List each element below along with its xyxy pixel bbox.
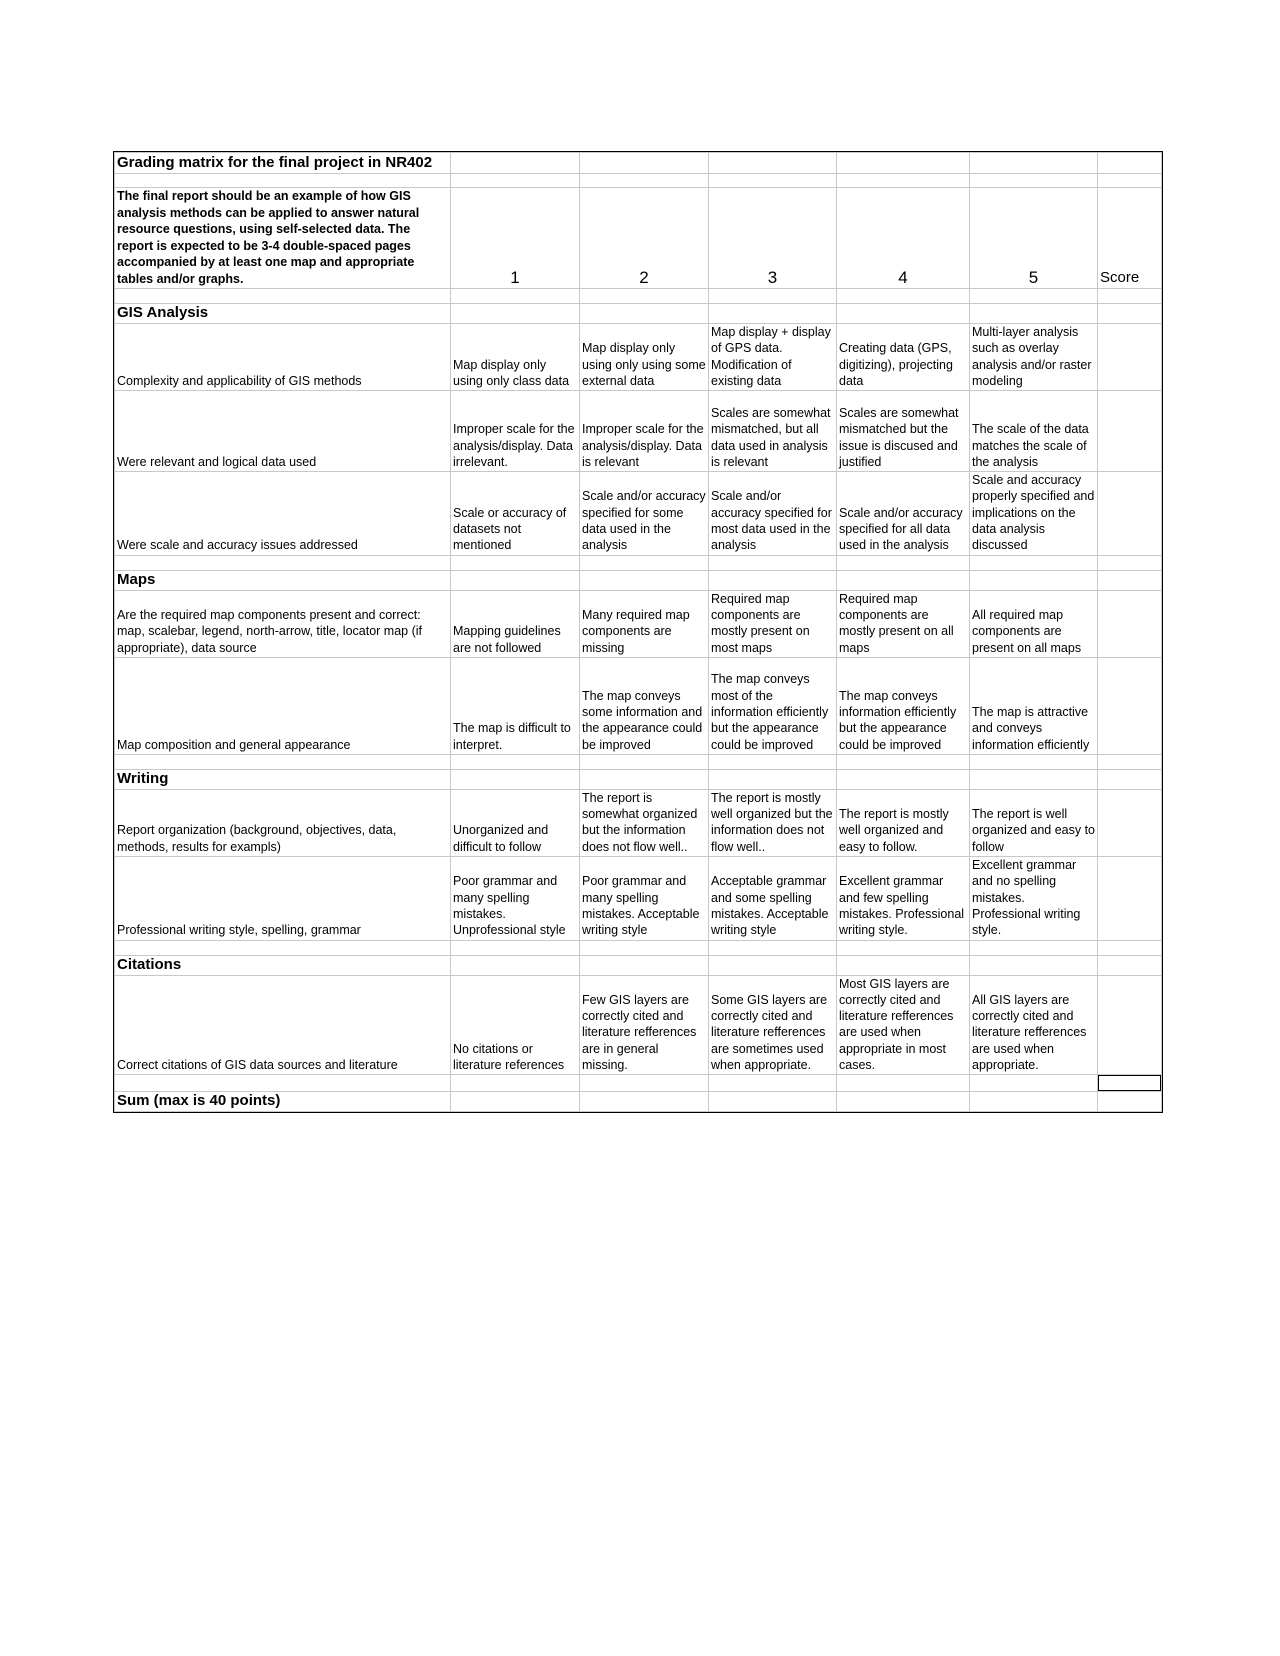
level-4-description: The map conveys information efficiently but the appearance could be improved (837, 657, 970, 754)
criterion-row (115, 472, 1162, 555)
sum-score-cell[interactable] (1098, 1092, 1162, 1112)
score-cell[interactable] (1098, 657, 1162, 754)
section-heading: Writing (115, 769, 451, 789)
level-2-description: The report is somewhat organized but the information does not flow well.. (580, 789, 709, 856)
selected-score-cell[interactable] (1098, 1075, 1162, 1092)
level-5-description: The map is attractive and conveys information efficiently (970, 657, 1098, 754)
score-cell[interactable] (1098, 324, 1162, 391)
criterion-row (115, 789, 1162, 856)
level-4-description: Required map components are mostly present on all maps (837, 590, 970, 657)
criterion-label: Complexity and applicability of GIS methods (115, 324, 451, 391)
level-4-description: The report is mostly well organized and easy to follow. (837, 789, 970, 856)
level-3-description: The report is mostly well organized but the information does not flow well.. (709, 789, 837, 856)
criterion-row (115, 590, 1162, 657)
score-cell[interactable] (1098, 472, 1162, 555)
section-heading: Maps (115, 570, 451, 590)
score-header: Score (1098, 188, 1162, 289)
level-header-3: 3 (709, 188, 837, 289)
level-4-description: Creating data (GPS, digitizing), projecting data (837, 324, 970, 391)
level-3-description: Some GIS layers are correctly cited and literature refferences are sometimes used when appropriate. (709, 975, 837, 1075)
grading-matrix-sheet (113, 151, 1163, 1113)
score-cell[interactable] (1098, 857, 1162, 940)
level-header-1: 1 (451, 188, 580, 289)
level-1-description: Map display only using only class data (451, 324, 580, 391)
level-5-description: Scale and accuracy properly specified and implications on the data analysis discussed (970, 472, 1098, 555)
level-1-description: Improper scale for the analysis/display. Data irrelevant. (451, 391, 580, 472)
level-5-description: The scale of the data matches the scale of the analysis (970, 391, 1098, 472)
criterion-label: Were scale and accuracy issues addressed (115, 472, 451, 555)
cell-selection-outline (1098, 1075, 1162, 1092)
criterion-label: Report organization (background, objectives, data, methods, results for exampls) (115, 789, 451, 856)
level-1-description: Unorganized and difficult to follow (451, 789, 580, 856)
level-2-description: Map display only using only using some external data (580, 324, 709, 391)
level-5-description: All GIS layers are correctly cited and literature refferences are used when appropriate. (970, 975, 1098, 1075)
level-1-description: Poor grammar and many spelling mistakes. Unprofessional style (451, 857, 580, 940)
level-1-description: The map is difficult to interpret. (451, 657, 580, 754)
level-3-description: Required map components are mostly present on most maps (709, 590, 837, 657)
level-2-description: Improper scale for the analysis/display. Data is relevant (580, 391, 709, 472)
level-4-description: Scales are somewhat mismatched but the issue is discused and justified (837, 391, 970, 472)
criterion-label: Correct citations of GIS data sources and literature (115, 975, 451, 1075)
criterion-row (115, 391, 1162, 472)
level-3-description: Scale and/or accuracy specified for most data used in the analysis (709, 472, 837, 555)
level-3-description: The map conveys most of the information efficiently but the appearance could be improved (709, 657, 837, 754)
sum-label: Sum (max is 40 points) (115, 1092, 451, 1112)
level-4-description: Scale and/or accuracy specified for all data used in the analysis (837, 472, 970, 555)
level-1-description: Mapping guidelines are not followed (451, 590, 580, 657)
level-header-5: 5 (970, 188, 1098, 289)
level-1-description: No citations or literature references (451, 975, 580, 1075)
level-2-description: Few GIS layers are correctly cited and literature refferences are in general missing. (580, 975, 709, 1075)
level-4-description: Most GIS layers are correctly cited and literature refferences are used when appropriate in most cases. (837, 975, 970, 1075)
criterion-label: Professional writing style, spelling, grammar (115, 857, 451, 940)
level-2-description: Scale and/or accuracy specified for some data used in the analysis (580, 472, 709, 555)
score-cell[interactable] (1098, 975, 1162, 1075)
section-heading: Citations (115, 955, 451, 975)
grading-matrix-table (114, 152, 1162, 1112)
criterion-label: Were relevant and logical data used (115, 391, 451, 472)
level-3-description: Scales are somewhat mismatched, but all data used in analysis is relevant (709, 391, 837, 472)
level-2-description: The map conveys some information and the appearance could be improved (580, 657, 709, 754)
criterion-label: Map composition and general appearance (115, 657, 451, 754)
level-3-description: Map display + display of GPS data. Modification of existing data (709, 324, 837, 391)
level-2-description: Poor grammar and many spelling mistakes. Acceptable writing style (580, 857, 709, 940)
criterion-row (115, 324, 1162, 391)
criterion-row (115, 975, 1162, 1075)
level-2-description: Many required map components are missing (580, 590, 709, 657)
page-title: Grading matrix for the final project in NR402 (115, 153, 451, 174)
criterion-row (115, 857, 1162, 940)
level-5-description: All required map components are present on all maps (970, 590, 1098, 657)
criterion-row (115, 657, 1162, 754)
level-4-description: Excellent grammar and few spelling mistakes. Professional writing style. (837, 857, 970, 940)
level-1-description: Scale or accuracy of datasets not mentioned (451, 472, 580, 555)
score-cell[interactable] (1098, 590, 1162, 657)
score-cell[interactable] (1098, 391, 1162, 472)
level-header-4: 4 (837, 188, 970, 289)
level-5-description: Multi-layer analysis such as overlay analysis and/or raster modeling (970, 324, 1098, 391)
criterion-label: Are the required map components present and correct: map, scalebar, legend, north-arrow, title, locator map (if appropriate), data source (115, 590, 451, 657)
level-header-2: 2 (580, 188, 709, 289)
section-heading: GIS Analysis (115, 304, 451, 324)
intro-text: The final report should be an example of how GIS analysis methods can be applied to answer natural resource questions, using self-selected data. The report is expected to be 3-4 double-spaced pages accompanied by at least one map and appropriate tables and/or graphs. (115, 188, 451, 289)
score-cell[interactable] (1098, 789, 1162, 856)
level-5-description: The report is well organized and easy to follow (970, 789, 1098, 856)
level-5-description: Excellent grammar and no spelling mistakes. Professional writing style. (970, 857, 1098, 940)
level-3-description: Acceptable grammar and some spelling mistakes. Acceptable writing style (709, 857, 837, 940)
